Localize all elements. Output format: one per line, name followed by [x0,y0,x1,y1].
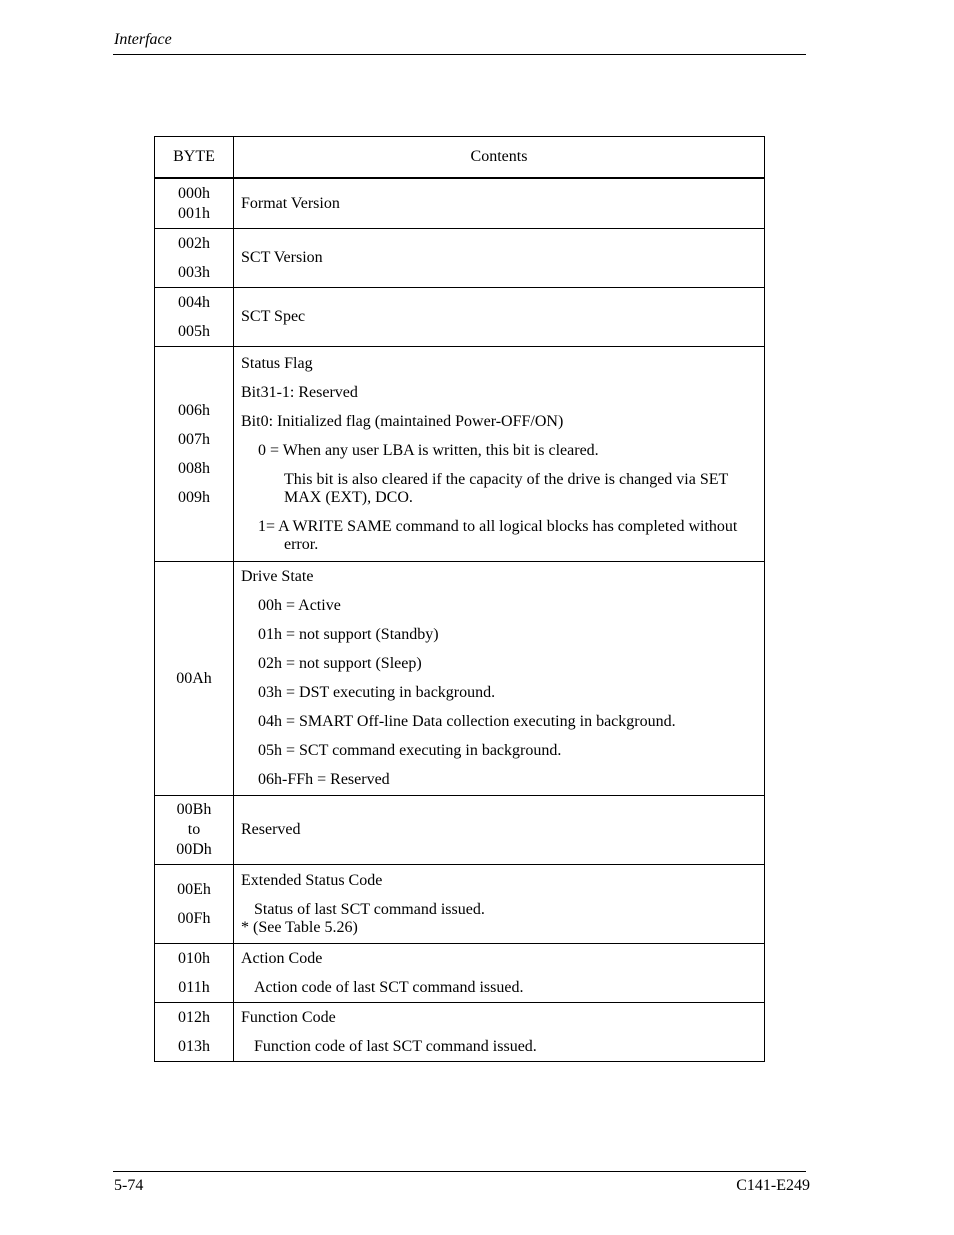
byte-offset: 00Dh [176,841,212,858]
byte-offset: 011h [178,978,210,996]
table-header-row [155,137,765,179]
byte-cell [155,347,234,562]
byte-offset: 009h [178,488,210,506]
byte-offset: 005h [178,322,210,340]
content-line: 04h = SMART Off-line Data collection executing in background. [258,713,676,730]
content-line: Function code of last SCT command issued. [254,1037,537,1055]
byte-cell [155,229,234,288]
contents-cell [234,865,765,944]
table-row [155,865,765,944]
content-line: Action Code [241,949,323,967]
content-line: SCT Version [241,249,323,266]
content-line: SCT Spec [241,308,306,325]
byte-cell [155,865,234,944]
table-row [155,229,765,288]
content-line: Format Version [241,194,340,212]
content-line: This bit is also cleared if the capacity of the drive is changed via SET MAX (EXT), DCO. [284,470,729,506]
content-line: * (See Table 5.26) [241,918,358,936]
byte-cell [155,796,234,865]
table-row [155,796,765,865]
contents-cell [234,944,765,1003]
byte-offset: 010h [178,949,210,967]
content-line: 05h = SCT command executing in background. [258,742,562,759]
content-line: 00h = Active [258,597,341,614]
byte-offset: 000h [178,184,210,202]
content-line: 0 = When any user LBA is written, this bit is cleared. [258,441,599,459]
contents-cell [234,562,765,796]
byte-offset: 013h [178,1037,210,1055]
table-row [155,562,765,796]
table-row [155,347,765,562]
content-line: Drive State [241,568,314,585]
content-line: 1= A WRITE SAME command to all logical blocks has completed without error. [258,517,738,553]
content-line: Action code of last SCT command issued. [254,978,524,996]
table-row [155,288,765,347]
document-id: C141-E249 [736,1177,810,1194]
table-row [155,178,765,229]
content-line: Status of last SCT command issued. [254,900,485,918]
byte-offset: 00Bh [176,801,212,818]
byte-offset: 007h [178,430,210,448]
byte-offset: 00Eh [177,880,211,898]
column-header-byte: BYTE [155,137,234,179]
byte-offset: 001h [178,204,210,222]
table-row [155,944,765,1003]
byte-cell [155,944,234,1003]
footer-rule [113,1171,806,1172]
contents-cell [234,288,765,347]
byte-offset: 004h [178,293,210,311]
byte-offset: 00Ah [176,669,212,687]
byte-cell [155,178,234,229]
contents-cell [234,178,765,229]
content-line: Extended Status Code [241,871,383,889]
header-rule [113,54,806,55]
byte-offset: 002h [178,234,210,252]
byte-offset: 003h [178,263,210,281]
content-line: 02h = not support (Sleep) [258,655,422,672]
content-line: Function Code [241,1008,336,1026]
column-header-contents: Contents [234,137,765,179]
contents-cell [234,1003,765,1062]
byte-contents-table [154,136,765,1062]
table-row [155,1003,765,1062]
content-line: Reserved [241,821,301,838]
byte-cell [155,1003,234,1062]
contents-cell [234,796,765,865]
content-line: Bit31-1: Reserved [241,383,358,401]
content-line: Bit0: Initialized flag (maintained Power-OFF/ON) [241,412,564,430]
byte-offset: to [187,821,201,838]
byte-offset: 006h [178,401,210,419]
running-header-title: Interface [114,31,172,48]
contents-cell [234,347,765,562]
page-number: 5-74 [114,1177,144,1194]
content-line: 06h-FFh = Reserved [258,771,390,788]
content-line: 01h = not support (Standby) [258,626,439,643]
byte-cell [155,562,234,796]
contents-cell [234,229,765,288]
content-line: Status Flag [241,354,313,372]
byte-cell [155,288,234,347]
byte-offset: 008h [178,459,210,477]
byte-offset: 00Fh [177,909,211,927]
content-line: 03h = DST executing in background. [258,684,496,701]
byte-offset: 012h [178,1008,210,1026]
